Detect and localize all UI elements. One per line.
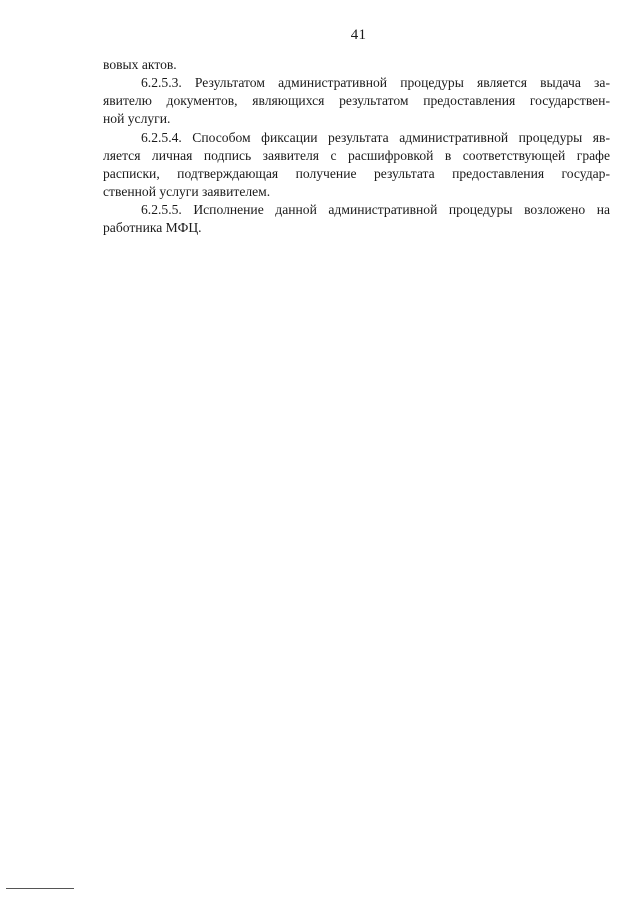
paragraph-6-2-5-3-line-2: явителю документов, являющихся результатом предоставления государствен- [103,93,610,108]
paragraph-6-2-5-5-line-1: 6.2.5.5. Исполнение данной административной процедуры возложено на [141,202,610,217]
page-number: 41 [350,27,367,43]
paragraph-continuation-line: вовых актов. [103,57,177,72]
paragraph-6-2-5-5-line-2: работника МФЦ. [103,220,202,235]
paragraph-6-2-5-3-line-3: ной услуги. [103,111,171,126]
paragraph-6-2-5-3-line-1: 6.2.5.3. Результатом административной процедуры является выдача за- [141,75,610,90]
paragraph-6-2-5-4-line-1: 6.2.5.4. Способом фиксации результата административной процедуры яв- [141,130,610,145]
paragraph-6-2-5-4-line-2: ляется личная подпись заявителя с расшифровкой в соответствующей графе [103,148,610,163]
paragraph-6-2-5-4-line-3: расписки, подтверждающая получение результата предоставления государ- [103,166,610,181]
paragraph-6-2-5-4-line-4: ственной услуги заявителем. [103,184,271,199]
footnote-separator-rule [6,888,74,889]
